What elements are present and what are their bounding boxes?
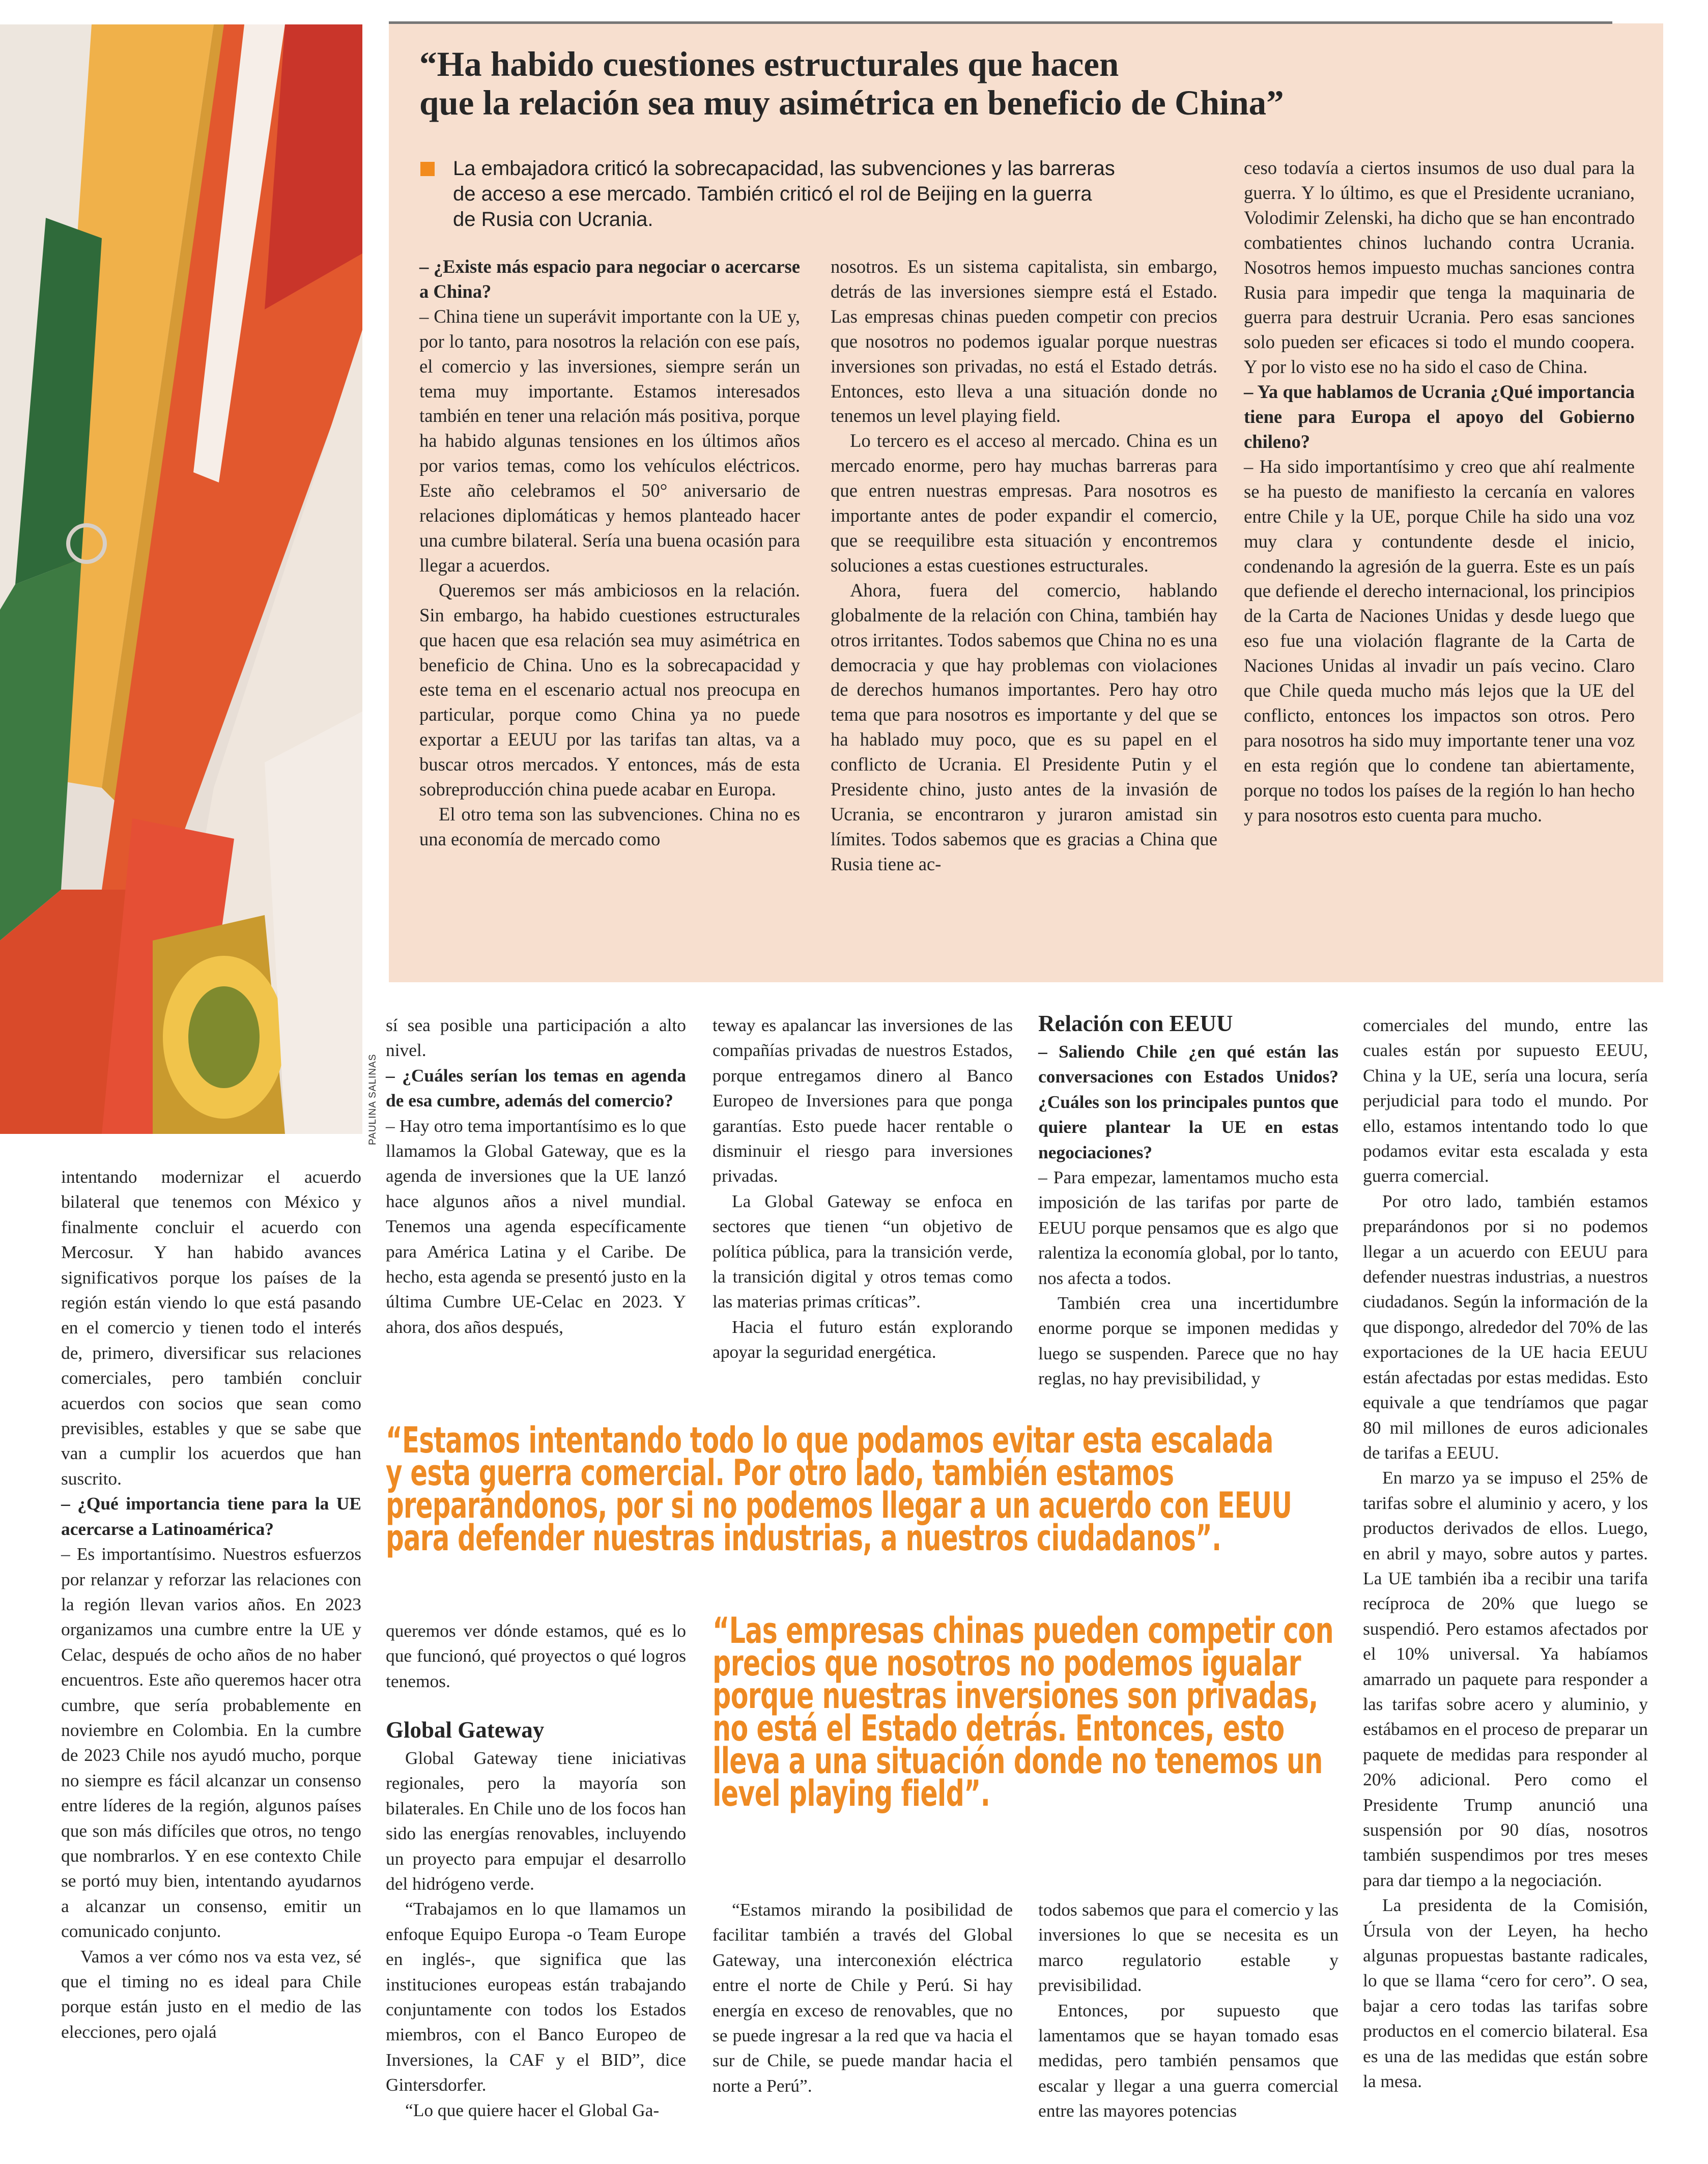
paragraph: Entonces, por supuesto que lamentamos que se hayan tomado esas medidas, pero también pensamos que escalar y llegar a una guerra comercial entre las mayores potencias: [1038, 2000, 1339, 2121]
pull-quote-line: no está el Estado detrás. Entonces, esto: [713, 1707, 1285, 1749]
interview-question: – Ya que hablamos de Ucrania ¿Qué importancia tiene para Europa el apoyo del Gobierno chileno?: [1244, 381, 1635, 452]
flags-photo: [0, 24, 362, 1134]
box-top-rule: [389, 21, 1612, 24]
interview-question: – Saliendo Chile ¿en qué están las conversaciones con Estados Unidos? ¿Cuáles son los principales puntos que quiere plantear la UE en estas negociaciones?: [1038, 1041, 1339, 1162]
pull-quote-china: [713, 1610, 1333, 1814]
lead-line: La embajadora criticó la sobrecapacidad, las subvenciones y las barreras: [453, 157, 1115, 180]
pull-quote-line: porque nuestras inversiones son privadas,: [713, 1675, 1318, 1717]
section-heading: Relación con EEUU: [1038, 1011, 1233, 1036]
headline-line: “Ha habido cuestiones estructurales que hacen: [419, 45, 1119, 83]
pull-quote-line: precios que nosotros no podemos igualar: [713, 1642, 1301, 1684]
headline: [419, 45, 1570, 122]
paragraph: La Global Gateway se enfoca en sectores que tienen “un objetivo de política pública, para la transición verde, la transición digital y otros temas como las materias primas críticas”.: [713, 1190, 1013, 1312]
main-column-b-mid: [386, 1618, 686, 1694]
paragraph: Global Gateway tiene iniciativas regionales, pero la mayoría son bilaterales. En Chile uno de los focos han sido las energías renovables, incluyendo un proyecto para empujar el desarrollo del hidrógeno verde.: [386, 1748, 686, 1894]
paragraph: También crea una incertidumbre enorme porque se imponen medidas y luego se suspenden. Parece que no hay reglas, no hay previsibilidad, y: [1038, 1293, 1339, 1389]
paragraph: “Lo que quiere hacer el Global Ga-: [405, 2099, 660, 2120]
interview-question: – ¿Existe más espacio para negociar o acercarse a China?: [419, 256, 800, 302]
paragraph: Ahora, fuera del comercio, hablando globalmente de la relación con China, también hay otros irritantes. Todos sabemos que China no es una democracia y que hay problemas con violaciones de derechos humanos importantes. Pero hay otro tema que para nosotros es importante y del que se ha hablado muy poco, que es su papel en el conflicto de Ucrania. El Presidente Putin y el Presidente chino, justo antes de la invasión de Ucrania, se encontraron y juraron amistad sin límites. Todos sabemos que es gracias a China que Rusia tiene ac-: [831, 579, 1217, 874]
pull-quote-line: y esta guerra comercial. Por otro lado, también estamos: [386, 1452, 1174, 1494]
paragraph: “Estamos mirando la posibilidad de facilitar también a través del Global Gateway, una interconexión eléctrica entre el norte de Chile y Perú. Si hay energía en exceso de renovables, que no se puede ingresar a la red que va hacia el sur de Chile, se puede mandar hacia el norte a Perú”.: [713, 1899, 1013, 2096]
main-column-a: [61, 1164, 361, 2044]
paragraph: sí sea posible una participación a alto nivel.: [386, 1015, 686, 1061]
paragraph: – Es importantísimo. Nuestros esfuerzos por relanzar y reforzar las relaciones con la región llevan varios años. En 2023 organizamos una cumbre entre la UE y Celac, después de ocho años de no haber encuentros. Este año queremos hacer otra cumbre, que sería probablemente en noviembre en Colombia. En la cumbre de 2023 Chile nos ayudó mucho, porque no siempre es fácil alcanzar un consenso entre líderes de la región, algunos países que son más difíciles que otros, no tengo que nombrarlos. Y en ese contexto Chile se portó muy bien, intentando ayudarnos a alcanzar un consenso, emitir un comunicado conjunto.: [61, 1544, 361, 1942]
paragraph: – Hay otro tema importantísimo es lo que llamamos la Global Gateway, que es la agenda de inversiones que la UE lanzó hace algunos años a nivel mundial. Tenemos una agenda específicamente para América Latina y el Caribe. De hecho, esta agenda se presentó justo en la última Cumbre UE-Celac en 2023. Y ahora, dos años después,: [386, 1115, 686, 1337]
pull-quote-line: preparándonos, por si no podemos llegar a un acuerdo con EEUU: [386, 1485, 1292, 1526]
box-column-3: [1244, 156, 1635, 828]
paragraph: “Trabajamos en lo que llamamos un enfoque Equipo Europa -o Team Europe en inglés-, que significa que las instituciones europeas están trabajando conjuntamente con todos los Estados miembros, con el Banco Europeo de Inversiones, la CAF y el BID”, dice Gintersdorfer.: [386, 1898, 686, 2095]
section-heading: Global Gateway: [386, 1717, 545, 1743]
pull-quote-line: “Las empresas chinas pueden competir con: [713, 1610, 1333, 1652]
photo-credit: PAULINA SALINAS: [367, 1053, 378, 1145]
interview-question: – ¿Cuáles serían los temas en agenda de esa cumbre, además del comercio?: [386, 1065, 686, 1111]
lead-line: de acceso a ese mercado. También criticó el rol de Beijing en la guerra: [453, 183, 1092, 205]
box-column-1: [419, 254, 800, 852]
paragraph: Por otro lado, también estamos preparándonos por si no podemos llegar a un acuerdo con EEUU para defender nuestras industrias, a nuestros ciudadanos. Según la información de la que dispongo, alrededor del 70% de las exportaciones de la UE hacia EEUU están afectadas por estas medidas. Esto equivale a que tendríamos que pagar 80 mil millones de euros adicionales de tarifas a EEUU.: [1363, 1190, 1648, 1463]
paragraph: – Ha sido importantísimo y creo que ahí realmente se ha puesto de manifiesto la cercanía en valores entre Chile y la UE, porque Chile ha sido una voz muy clara y contundente desde el inicio, condenando la agresión de la guerra. Este es un país que defiende el derecho internacional, los principios de la Carta de Naciones Unidas y desde luego que eso fue una violación flagrante de la Carta de Naciones Unidas al invadir un país vecino. Claro que Chile queda mucho más lejos que la UE del conflicto, entonces los impactos son otros. Pero para nosotros ha sido muy importante tener una voz en esta región que lo condene tan abiertamente, porque no todos los países de la región lo han hecho y para nosotros esto cuenta para mucho.: [1244, 455, 1635, 825]
paragraph: todos sabemos que para el comercio y las inversiones lo que se necesita es un marco regulatorio estable y previsibilidad.: [1038, 1899, 1339, 1996]
pull-quote-line: level playing field”.: [713, 1773, 990, 1814]
main-column-b-top: [386, 1013, 686, 1340]
paragraph: La presidenta de la Comisión, Úrsula von der Leyen, ha hecho algunas propuestas bastante radicales, lo que se llama “cero for cero”. O sea, bajar a cero todas las tarifas sobre productos en el comercio bilateral. Esa es una de las medidas que están sobre la mesa.: [1363, 1895, 1648, 2092]
main-column-d-bottom: [1038, 1897, 1339, 2124]
pull-quote-line: para defender nuestras industrias, a nuestros ciudadanos”.: [386, 1517, 1221, 1559]
paragraph: En marzo ya se impuso el 25% de tarifas sobre el aluminio y acero, y los productos derivados de ellos. Luego, en abril y mayo, sobre autos y partes. La UE también iba a recibir una tarifa recíproca de 20% que luego se suspendió. Pero estamos afectados por el 10% universal. Ya habíamos amarrado un paquete para responder a las tarifas sobre acero y aluminio, y estábamos en el proceso de preparar un paquete de medidas para responder al 20% adicional. Pero como el Presidente Trump anunció una suspensión por 90 días, nosotros también suspendimos por tres meses para dar tiempo a la negociación.: [1363, 1467, 1648, 1890]
paragraph: – China tiene un superávit importante con la UE y, por lo tanto, para nosotros la relación con ese país, el comercio y las inversiones, siempre serán un tema muy importante. Estamos interesados también en tener una relación más positiva, porque ha habido algunas tensiones en los últimos años por varios temas, como los vehículos eléctricos. Este año celebramos el 50° aniversario de relaciones diplomáticas y hemos planteado hacer una cumbre bilateral. Sería una buena ocasión para llegar a acuerdos.: [419, 305, 800, 576]
paragraph: nosotros. Es un sistema capitalista, sin embargo, detrás de las inversiones siempre está el Estado. Las empresas chinas pueden competir con precios que nosotros no podemos igualar porque nuestras inversiones son privadas, no está el Estado detrás. Entonces, esto lleva a una situación donde no tenemos un level playing field.: [831, 256, 1217, 426]
flags-image: [0, 24, 362, 1134]
pull-quote-trade-war: [386, 1419, 1292, 1559]
paragraph: teway es apalancar las inversiones de las compañías privadas de nuestros Estados, porque entregamos dinero al Banco Europeo de Inversiones para que ponga garantías. Esto puede hacer rentable o disminuir el riesgo para inversiones privadas.: [713, 1015, 1013, 1186]
paragraph: Queremos ser más ambiciosos en la relación. Sin embargo, ha habido cuestiones estructurales que hacen que esa relación sea muy asimétrica en beneficio de China. Uno es la sobrecapacidad y este tema en el escenario actual nos preocupa en particular, porque como China ya no puede exportar a EEUU por las tarifas tan altas, va a buscar otros mercados. Y entonces, más de esta sobreproducción china puede acabar en Europa.: [419, 579, 800, 800]
box-column-2: [831, 254, 1217, 877]
paragraph: – Para empezar, lamentamos mucho esta imposición de las tarifas por parte de EEUU porque pensamos que es algo que ralentiza la economía global, por lo tanto, nos afecta a todos.: [1038, 1167, 1339, 1288]
main-column-b-bottom: [386, 1714, 686, 2123]
paragraph: Hacia el futuro están explorando apoyar la seguridad energética.: [713, 1316, 1013, 1362]
main-column-d-top: [1038, 1008, 1339, 1391]
pull-quote-line: “Estamos intentando todo lo que podamos evitar esta escalada: [386, 1419, 1273, 1461]
lead-paragraph: [420, 156, 1184, 232]
paragraph: Lo tercero es el acceso al mercado. China es un mercado enorme, pero hay muchas barreras para que entren nuestras empresas. Para nosotros es importante antes de poder expandir el comercio, que se reequilibre esta situación y encontremos soluciones a estas cuestiones estructurales.: [831, 430, 1217, 576]
headline-line: que la relación sea muy asimétrica en beneficio de China”: [419, 83, 1284, 122]
main-column-e: [1363, 1013, 1648, 2094]
paragraph: Vamos a ver cómo nos va esta vez, sé que el timing no es ideal para Chile porque están justo en el medio de las elecciones, pero ojalá: [61, 1946, 361, 2042]
main-column-c-top: [713, 1013, 1013, 1365]
paragraph: queremos ver dónde estamos, qué es lo que funcionó, qué proyectos o qué logros tenemos.: [386, 1620, 686, 1691]
paragraph: ceso todavía a ciertos insumos de uso dual para la guerra. Y lo último, es que el Presidente ucraniano, Volodimir Zelenski, ha dicho que se han encontrado combatientes chinos luchando contra Ucrania. Nosotros hemos impuesto muchas sanciones contra Rusia para impedir que tenga la maquinaria de guerra para destruir Ucrania. Pero esas sanciones solo pueden ser eficaces si todo el mundo coopera. Y por lo visto ese no ha sido el caso de China.: [1244, 157, 1635, 378]
lead-line: de Rusia con Ucrania.: [453, 208, 653, 231]
main-column-c-bottom: [713, 1897, 1013, 2098]
paragraph: intentando modernizar el acuerdo bilateral que tenemos con México y finalmente concluir el acuerdo con Mercosur. Y han habido avances significativos porque los países de la región están viendo lo que está pasando en el comercio y tienen todo el interés de, primero, diversificar sus relaciones comerciales, pero también concluir acuerdos con socios que sean como previsibles, estables y que se sabe que van a cumplir los acuerdos que han suscrito.: [61, 1166, 361, 1489]
paragraph: comerciales del mundo, entre las cuales están por supuesto EEUU, China y la UE, sería una locura, sería perjudicial para todo el mundo. Por ello, estamos intentando todo lo que podamos evitar esta escalada y esta guerra comercial.: [1363, 1015, 1648, 1186]
pull-quote-line: lleva a una situación donde no tenemos un: [713, 1740, 1323, 1782]
interview-question: – ¿Qué importancia tiene para la UE acercarse a Latinoamérica?: [61, 1493, 361, 1539]
paragraph: El otro tema son las subvenciones. China no es una economía de mercado como: [419, 803, 800, 849]
